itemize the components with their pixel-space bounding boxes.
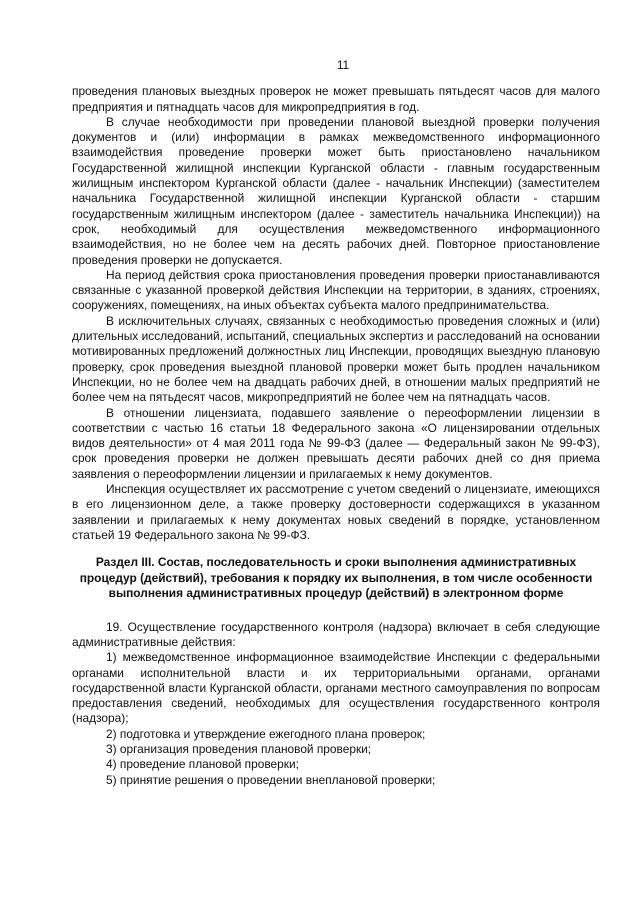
paragraph-suspension: В случае необходимости при проведении плановой выездной проверки получения документов и (или) информации в рамках межведомственного информационного взаимодействия проведение проверки может быть приостановлено начальником Государственной жилищной инспекции Курганской области - главным государственным жилищным инспектором Курганской области (далее - начальник Инспекции) (заместителем начальника Государственной жилищной инспекции Курганской области - старшим государственным жилищным инспектором (далее - заместитель начальника Инспекции)) на срок, необходимый для осуществления межведомственного информационного взаимодействия, но не более чем на десять рабочих дней. Повторное приостановление проведения проверки не допускается.	[72, 114, 600, 267]
page-number: 11	[336, 58, 350, 72]
list-item: 1) межведомственное информационное взаимодействие Инспекции с федеральными органами исполнительной власти и их территориальными органами, органами государственной власти Курганской области, органами местного самоуправления по вопросам предоставления сведений, необходимых для осуществления государственного контроля (надзора);	[72, 650, 600, 726]
paragraph-item-19: 19. Осуществление государственного контроля (надзора) включает в себя следующие административные действия:	[72, 619, 600, 649]
document-page	[72, 58, 600, 788]
paragraph-inspection-review: Инспекция осуществляет их рассмотрение с учетом сведений о лицензиате, имеющихся в его лицензионном деле, а также проверку достоверности содержащихся в указанном заявлении и прилагаемых к нему документах новых сведений в порядке, установленном статьей 19 Федерального закона № 99-ФЗ.	[72, 482, 600, 542]
list-item: 3) организация проведения плановой проверки;	[106, 742, 372, 757]
paragraph-exceptional-cases: В исключительных случаях, связанных с необходимостью проведения сложных и (или) длительных исследований, испытаний, специальных экспертиз и расследований на основании мотивированных предложений должностных лиц Инспекции, проводящих выездную плановую проверку, срок проведения выездной плановой проверки может быть продлен начальником Инспекции, но не более чем на двадцать рабочих дней, в отношении малых предприятий не более чем на пятьдесят часов, микропредприятий не более чем на пятнадцать часов.	[72, 313, 600, 405]
paragraph-licensee: В отношении лицензиата, подавшего заявление о переоформлении лицензии в соответствии с частью 16 статьи 18 Федерального закона «О лицензировании отдельных видов деятельности» от 4 мая 2011 года № 99-ФЗ (далее — Федеральный закон № 99-ФЗ), срок проведения проверки не должен превышать десяти рабочих дней со дня приема заявления о переоформлении лицензии и прилагаемых к нему документов.	[72, 405, 600, 481]
section-title: Раздел III. Состав, последовательность и сроки выполнения административных процедур (действий), требования к порядку их выполнения, в том числе особенности выполнения административных процедур (действий) в электронном форме	[79, 555, 593, 601]
list-item: 2) подготовка и утверждение ежегодного плана проверок;	[106, 726, 426, 741]
paragraph-continuation: проведения плановых выездных проверок не может превышать пятьдесят часов для малого предприятия и пятнадцать часов для микропредприятия в год.	[72, 84, 600, 114]
list-item: 5) принятие решения о проведении внеплановой проверки;	[106, 772, 436, 787]
list-item: 4) проведение плановой проверки;	[106, 757, 299, 772]
paragraph-suspension-period: На период действия срока приостановления проведения проверки приостанавливаются связанные с указанной проверкой действия Инспекции на территории, в зданиях, строениях, сооружениях, помещениях, на иных объектах субъекта малого предпринимательства.	[72, 267, 600, 313]
